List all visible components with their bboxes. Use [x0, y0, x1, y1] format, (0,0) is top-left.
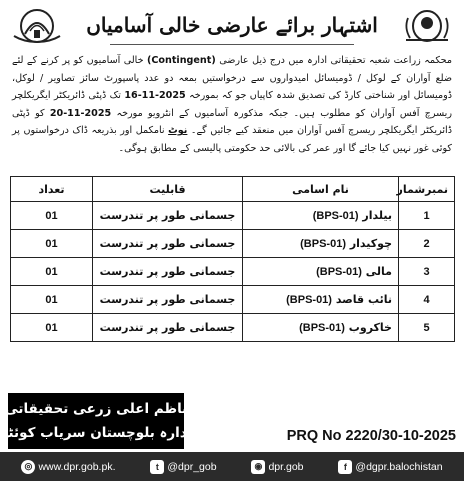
- note-text: نامکمل اور بذریعہ ڈاک درخواستوں پر کوئی غور نہیں کیا جائے گا اور عمر کی بالائی حد حکومتی پالیسی کے مطابق ہوگی۔: [12, 125, 452, 154]
- table-row: [11, 258, 455, 286]
- row-qualification: جسمانی طور پر تندرست: [93, 230, 243, 258]
- title-underline: [110, 44, 354, 45]
- row-serial: 4: [399, 286, 455, 314]
- row-post: [243, 286, 399, 314]
- post-name: چوکیدار: [349, 237, 392, 250]
- social-footer-bar: [0, 452, 464, 481]
- row-post: [243, 258, 399, 286]
- post-name: نائب قاصد: [335, 293, 392, 306]
- row-quantity: 01: [11, 314, 93, 342]
- facebook-text: @dgpr.balochistan: [355, 460, 443, 473]
- header-qualification: قابلیت: [93, 177, 243, 202]
- row-post: [243, 230, 399, 258]
- instagram-icon: ◉: [251, 460, 265, 474]
- post-scale: (BPS-01): [286, 294, 332, 306]
- twitter-icon: t: [150, 460, 164, 474]
- interview-date: 20-11-2025: [49, 107, 112, 119]
- table-row: [11, 230, 455, 258]
- post-name: بیلدار: [362, 209, 392, 222]
- row-quantity: 01: [11, 202, 93, 230]
- row-qualification: جسمانی طور پر تندرست: [93, 286, 243, 314]
- globe-icon: ◎: [21, 460, 35, 474]
- government-crest-logo: [400, 6, 454, 46]
- row-qualification: جسمانی طور پر تندرست: [93, 258, 243, 286]
- row-qualification: جسمانی طور پر تندرست: [93, 202, 243, 230]
- notice-text-3: تک ڈپٹی ڈائریکٹر ایگریکلچر ریسرچ آفس آواران کو مطلوب ہیں۔ جبکہ مذکورہ آسامیوں کے انٹرویو مورخہ: [12, 90, 452, 119]
- notice-text-1: محکمہ زراعت شعبہ تحقیقاتی ادارہ میں درج ذیل عارضی: [215, 55, 452, 66]
- post-scale: (BPS-01): [316, 266, 362, 278]
- notice-paragraph: [12, 52, 452, 172]
- twitter-text: @dpr_gob: [167, 460, 217, 473]
- row-serial: 5: [399, 314, 455, 342]
- table-row: [11, 202, 455, 230]
- deadline-date: 16-11-2025: [124, 90, 186, 102]
- row-quantity: 01: [11, 286, 93, 314]
- instagram-link[interactable]: [251, 460, 303, 474]
- facebook-icon: f: [338, 460, 352, 474]
- table-row: [11, 314, 455, 342]
- row-serial: 3: [399, 258, 455, 286]
- facebook-link[interactable]: [338, 460, 442, 474]
- post-name: خاکروب: [348, 321, 392, 334]
- row-quantity: 01: [11, 230, 93, 258]
- header-quantity: تعداد: [11, 177, 93, 202]
- table-header-row: [11, 177, 455, 202]
- reference-number: PRQ No 2220/30-10-2025: [286, 428, 456, 444]
- row-quantity: 01: [11, 258, 93, 286]
- authority-line-2: ادارہ بلوچستان سریاب کوئٹہ: [0, 425, 192, 441]
- note-label: نوٹ: [168, 125, 188, 137]
- contingent-label: (Contingent): [147, 55, 216, 66]
- page-title: اشتہار برائے عارضی خالی آسامیاں: [86, 13, 378, 37]
- vacancies-table: [10, 176, 455, 342]
- balochistan-emblem-logo: [10, 6, 64, 46]
- header-serial: نمبرشمار: [399, 177, 455, 202]
- post-scale: (BPS-01): [299, 322, 345, 334]
- authority-line-1: ناظم اعلی زرعی تحقیقاتی: [4, 401, 188, 417]
- twitter-link[interactable]: [150, 460, 216, 474]
- table-row: [11, 286, 455, 314]
- post-scale: (BPS-01): [300, 238, 346, 250]
- row-serial: 1: [399, 202, 455, 230]
- instagram-text: dpr.gob: [268, 460, 304, 473]
- header-post: نام اسامی: [243, 177, 399, 202]
- row-serial: 2: [399, 230, 455, 258]
- website-link[interactable]: [21, 460, 115, 474]
- row-post: [243, 314, 399, 342]
- notice-text-2: خالی آسامیوں کو پر کرنے کے لئے ضلع آواران کے لوکل / ڈومیسائل امیدواروں سے درخواستیں بمعہ دو عدد پاسپورٹ سائز تصاویر / لوکل، ڈومیسائل اور شناختی کارڈ کی تصدیق شدہ کاپیاں جو کہ بمورخہ: [12, 55, 452, 102]
- notice-text-4: کو ڈپٹی ڈائریکٹر ایگریکلچر ریسرچ آفس آواران میں منعقد کیے جائیں گے۔: [12, 107, 452, 137]
- issuing-authority-box: [0, 393, 192, 449]
- post-scale: (BPS-01): [312, 210, 359, 222]
- row-qualification: جسمانی طور پر تندرست: [93, 314, 243, 342]
- website-text: www.dpr.gob.pk.: [38, 460, 116, 473]
- row-post: [243, 202, 399, 230]
- post-name: مالی: [365, 265, 392, 278]
